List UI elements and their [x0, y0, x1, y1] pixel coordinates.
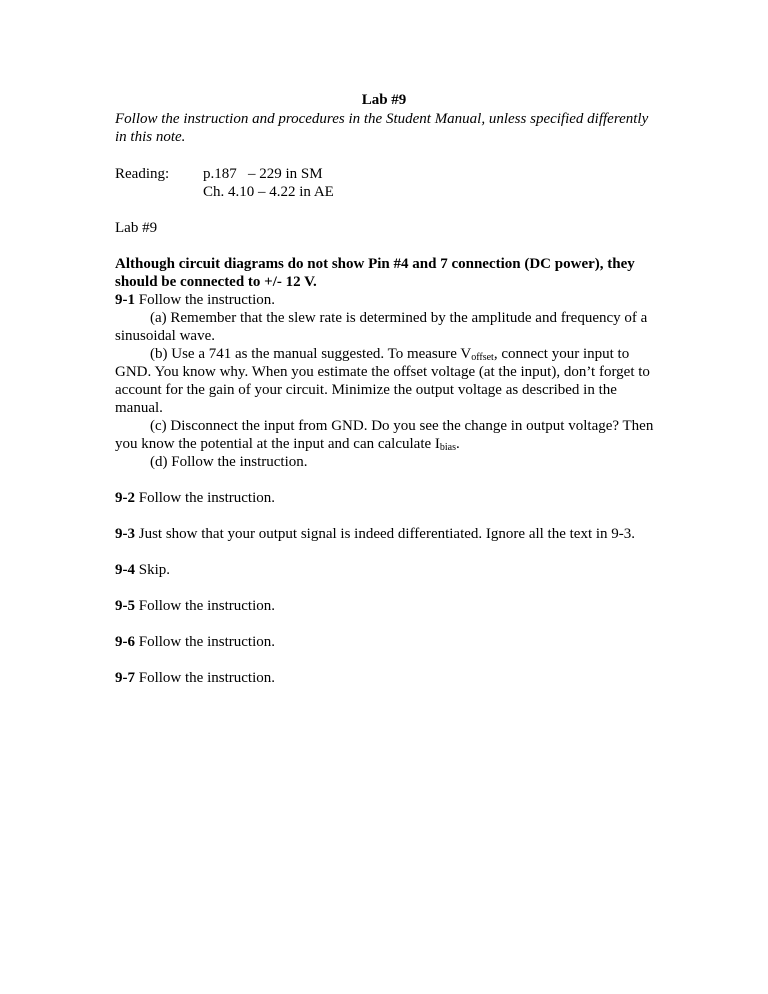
section-9-5 [115, 597, 655, 615]
section-number: 9-6 [115, 634, 135, 650]
bias-subscript: bias [439, 442, 456, 453]
section-9-2 [115, 489, 655, 507]
intro-text: Follow the instruction and procedures in the Student Manual, unless specified differently in this note. [115, 111, 649, 145]
section-9-4 [115, 561, 655, 579]
section-text: Follow the instruction. [135, 598, 275, 614]
section-number: 9-7 [115, 670, 135, 686]
section-9-1-a [115, 309, 655, 345]
reading-line-2: Ch. 4.10 – 4.22 in AE [203, 184, 334, 200]
section-text: Follow the instruction. [135, 292, 275, 308]
section-text: Follow the instruction. [135, 670, 275, 686]
section-9-1-heading [115, 291, 655, 309]
item-b-text-start: (b) Use a 741 as the manual suggested. To measure V [150, 346, 472, 362]
section-number: 9-3 [115, 526, 135, 542]
item-a-text: (a) Remember that the slew rate is determined by the amplitude and frequency of a sinusoidal wave. [115, 310, 648, 344]
section-9-1-b [115, 345, 655, 417]
section-text: Skip. [135, 562, 171, 578]
reading-list [203, 165, 334, 201]
item-c-text-end: . [456, 436, 460, 452]
section-9-7 [115, 669, 655, 687]
section-text: Follow the instruction. [135, 634, 275, 650]
section-9-1-c [115, 417, 655, 453]
section-9-6 [115, 633, 655, 651]
section-number: 9-4 [115, 562, 135, 578]
section-9-1-d [115, 453, 655, 471]
lab-title: Lab #9 [361, 92, 407, 108]
section-number: 9-2 [115, 490, 135, 506]
item-b-text-end: , connect your input to GND. You know why. When you estimate the offset voltage (at the input), don’t forget to account for the gain of your circuit. Minimize the output voltage as described in the manual. [115, 346, 650, 416]
offset-subscript: offset [471, 352, 494, 363]
section-number: 9-1 [115, 292, 135, 308]
section-text: Just show that your output signal is indeed differentiated. Ignore all the text in 9-3. [135, 526, 636, 542]
section-text: Follow the instruction. [135, 490, 275, 506]
section-9-3 [115, 525, 655, 543]
section-9-1 [115, 291, 655, 471]
lab-label: Lab #9 [115, 220, 158, 236]
item-c-text-start: (c) Disconnect the input from GND. Do you see the change in output voltage? Then you know the potential at the input and can calculate I [115, 418, 654, 452]
power-note: Although circuit diagrams do not show Pin #4 and 7 connection (DC power), they should be connected to +/- 12 V. [115, 256, 635, 290]
reading-label: Reading: [115, 166, 170, 182]
item-d-text: (d) Follow the instruction. [150, 454, 308, 470]
section-number: 9-5 [115, 598, 135, 614]
reading-line-1: p.187 – 229 in SM [203, 166, 323, 182]
